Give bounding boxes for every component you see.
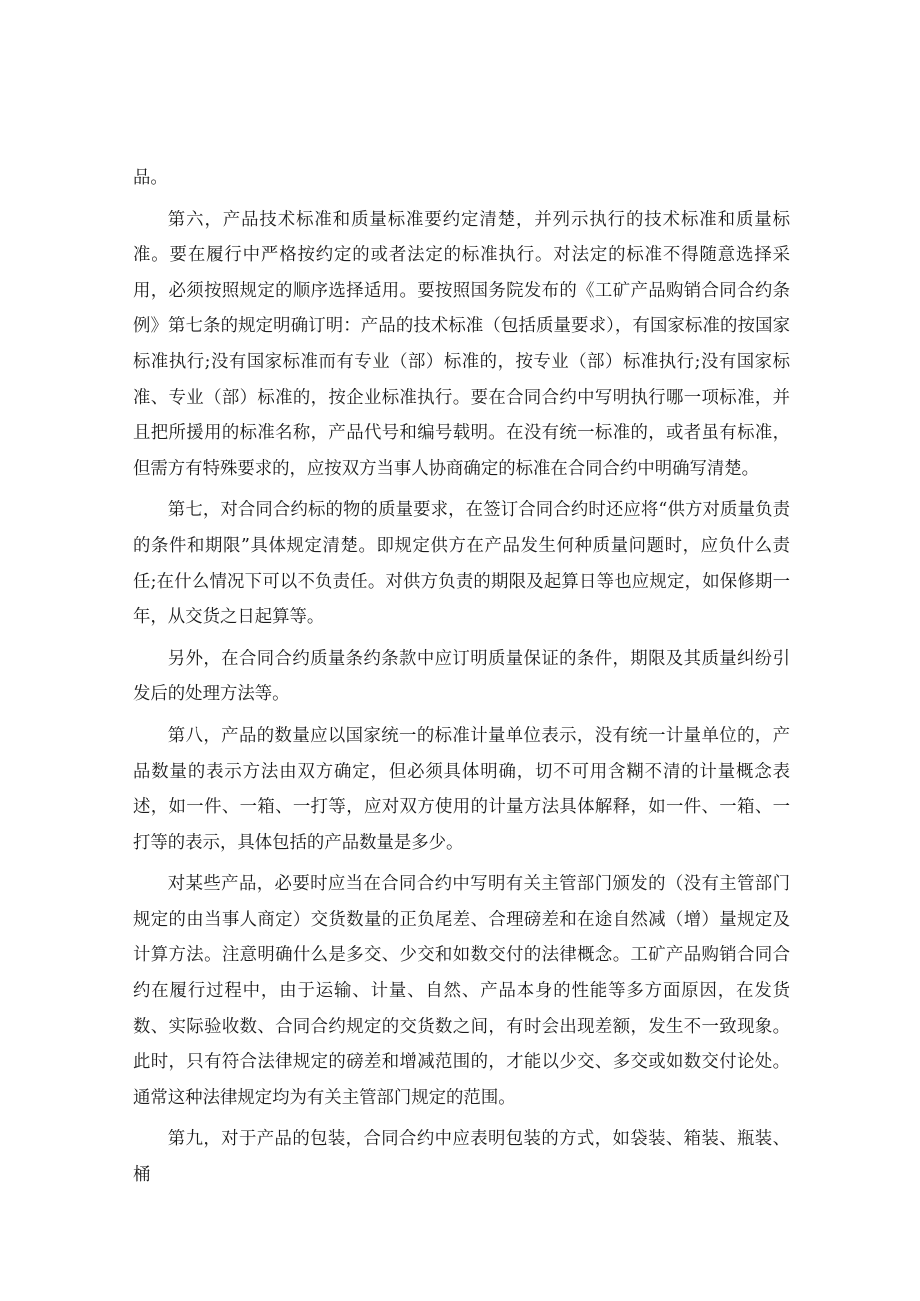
paragraph-quality-guarantee: 另外，在合同合约质量条约条款中应订明质量保证的条件，期限及其质量纠纷引发后的处理方法等。 <box>133 648 790 705</box>
document-body <box>133 161 790 1200</box>
paragraph-item-7: 第七，对合同合约标的物的质量要求，在签订合同合约时还应将“供方对质量负责的条件和期限”具体规定清楚。即规定供方在产品发生何种质量问题时，应负什么责任;在什么情况下可以不负责任。对供方负责的期限及起算日等也应规定，如保修期一年，从交货之日起算等。 <box>133 500 790 628</box>
paragraph-quantity-tolerance: 对某些产品，必要时应当在合同合约中写明有关主管部门颁发的（没有主管部门规定的由当事人商定）交货数量的正负尾差、合理磅差和在途自然减（增）量规定及计算方法。注意明确什么是多交、少交和如数交付的法律概念。工矿产品购销合同合约在履行过程中，由于运输、计量、自然、产品本身的性能等多方面原因，在发货数、实际验收数、合同合约规定的交货数之间，有时会出现差额，发生不一致现象。此时，只有符合法律规定的磅差和增减范围的，才能以少交、多交或如数交付论处。通常这种法律规定均为有关主管部门规定的范围。 <box>133 874 790 1108</box>
paragraph-continuation: 品。 <box>133 168 168 188</box>
paragraph-item-6: 第六，产品技术标准和质量标准要约定清楚，并列示执行的技术标准和质量标准。要在履行中严格按约定的或者法定的标准执行。对法定的标准不得随意选择采用，必须按照规定的顺序选择适用。要按照国务院发布的《工矿产品购销合同合约条例》第七条的规定明确订明：产品的技术标准（包括质量要求），有国家标准的按国家标准执行;没有国家标准而有专业（部）标准的，按专业（部）标准执行;没有国家标准、专业（部）标准的，按企业标准执行。要在合同合约中写明执行哪一项标准，并且把所援用的标准名称，产品代号和编号载明。在没有统一标准的，或者虽有标准，但需方有特殊要求的，应按双方当事人协商确定的标准在合同合约中明确写清楚。 <box>133 209 790 479</box>
paragraph-item-8: 第八，产品的数量应以国家统一的标准计量单位表示，没有统一计量单位的，产品数量的表示方法由双方确定，但必须具体明确，切不可用含糊不清的计量概念表述，如一件、一箱、一打等，应对双方使用的计量方法具体解释，如一件、一箱、一打等的表示，具体包括的产品数量是多少。 <box>133 725 790 853</box>
paragraph-item-9: 第九，对于产品的包装，合同合约中应表明包装的方式，如袋装、箱装、瓶装、桶 <box>133 1129 790 1186</box>
